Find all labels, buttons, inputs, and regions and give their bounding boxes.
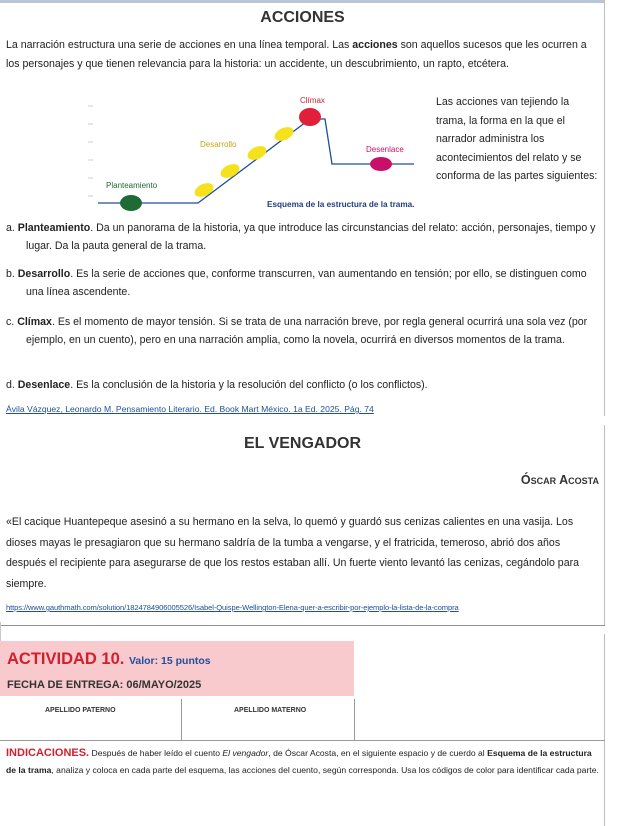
intro-paragraph: [6, 36, 598, 73]
indicaciones-text: , analiza y coloca en cada parte del esquema, las acciones del cuento, según corresponda. Usa los códigos de color para identificar cada parte.: [51, 764, 599, 775]
item-text: . Es la serie de acciones que, conforme transcurren, van aumentando en tensión; por ello, se distinguen como una línea ascendente.: [26, 268, 587, 298]
date-value: 06/MAYO/2025: [126, 679, 202, 691]
name-column-divider: [354, 699, 355, 740]
divider: [0, 625, 605, 626]
plot-structure-diagram: [88, 92, 433, 217]
tension-line: [98, 119, 414, 203]
label-climax: Clímax: [300, 96, 325, 105]
right-border: [604, 634, 605, 826]
desarrollo-dot: [218, 161, 241, 180]
item-term: Planteamiento: [17, 222, 91, 234]
item-prefix: b.: [6, 268, 18, 280]
item-text: . Es la conclusión de la historia y la resolución del conflicto (o los conflictos).: [70, 379, 428, 391]
label-desarrollo: Desarrollo: [200, 140, 237, 149]
label-desenlace: Desenlace: [366, 145, 404, 154]
intro-bold: acciones: [352, 39, 398, 51]
indicaciones-bold: Esquema de la estructura de la trama: [6, 748, 592, 775]
desarrollo-dot: [272, 124, 295, 143]
apellido-paterno-label: APELLIDO PATERNO: [45, 707, 116, 714]
desarrollo-dot: [192, 180, 215, 199]
activity-title: [7, 650, 211, 669]
item-term: Desenlace: [17, 379, 71, 391]
reference-citation: Ávila Vázquez, Leonardo M. Pensamiento Literario. Ed. Book Mart México. 1a Ed. 2025. Pág. 74: [6, 404, 374, 414]
diagram-caption: Esquema de la estructura de la trama.: [267, 200, 415, 209]
indicaciones-text: , de Óscar Acosta, en el siguiente espacio y de cuerdo al: [268, 748, 488, 758]
activity-header: [0, 641, 354, 696]
intro-text: son aquellos sucesos que les ocurren a los personajes y que tienen relevancia para la historia: un accidente, un descubrimiento, un rapto, etcétera.: [6, 39, 587, 70]
item-prefix: a.: [6, 222, 18, 234]
apellido-materno-label: APELLIDO MATERNO: [234, 707, 307, 714]
activity-value: Valor: 15 puntos: [128, 655, 211, 667]
item-term: Clímax: [17, 316, 52, 328]
name-underline: [0, 740, 605, 741]
item-climax: [6, 314, 600, 349]
climax-dot: [299, 108, 321, 126]
right-border: [604, 425, 605, 625]
activity-date: [7, 679, 201, 691]
story-url-link[interactable]: https://www.gauthmath.com/solution/1824784906005526/Isabel-Quispe-Wellington-Elena-quer-a-escribir-por-ejemplo-la-lista-de-la-compra: [6, 603, 459, 612]
indicaciones-label: INDICACIONES.: [6, 747, 90, 759]
right-border: [604, 0, 605, 416]
desenlace-dot: [370, 157, 392, 171]
item-prefix: c.: [6, 316, 18, 328]
activity-title-text: ACTIVIDAD 10.: [7, 650, 125, 668]
planteamiento-dot: [120, 195, 142, 211]
side-text: Las acciones van tejiendo la trama, la forma en la que el narrador administra los acontecimientos del relato y se conforma de las partes siguientes:: [436, 96, 598, 183]
item-term: Desarrollo: [17, 268, 71, 280]
desarrollo-dot: [245, 143, 268, 162]
date-label: FECHA DE ENTREGA:: [7, 679, 124, 691]
item-desarrollo: [6, 266, 600, 301]
indicaciones-text: Después de haber leído el cuento: [89, 748, 223, 758]
story-author: Óscar Acosta: [520, 473, 599, 487]
item-text: . Da un panorama de la historia, ya que introduce las circunstancias del relato: acción, personajes, tiempo y lugar. Da la pauta general de la trama.: [26, 222, 596, 252]
item-prefix: d.: [6, 379, 18, 391]
story-text: «El cacique Huantepeque asesinó a su hermano en la selva, lo quemó y guardó sus cenizas calientes en una vasija. Los dioses mayas le presagiaron que su hermano saldría de la tumba a vengarse, y el fratricida, temeroso, abrió dos años después el recipiente para asegurarse de que los restos estaban allí. Un fuerte viento levantó las cenizas, cegándolo para siempre.: [6, 516, 580, 590]
indicaciones-story-title: El vengador: [222, 748, 269, 758]
item-planteamiento: [6, 220, 600, 255]
label-planteamiento: Planteamiento: [106, 181, 158, 190]
indicaciones: [6, 745, 601, 778]
item-desenlace: [6, 377, 600, 395]
section-title-acciones: ACCIONES: [260, 9, 345, 26]
item-text: . Es el momento de mayor tensión. Si se trata de una narración breve, por regla general ocurrirá una sola vez (por ejemplo, en un cuento), pero en una narración amplia, como la novela, ocurrirá en diversos momentos de la trama.: [26, 316, 588, 346]
story-title: EL VENGADOR: [243, 435, 362, 452]
intro-text: La narración estructura una serie de acciones en una línea temporal. Las: [6, 39, 353, 51]
top-bar: [0, 0, 605, 3]
name-column-divider: [181, 699, 182, 740]
diagram-gridlines: [88, 106, 93, 196]
